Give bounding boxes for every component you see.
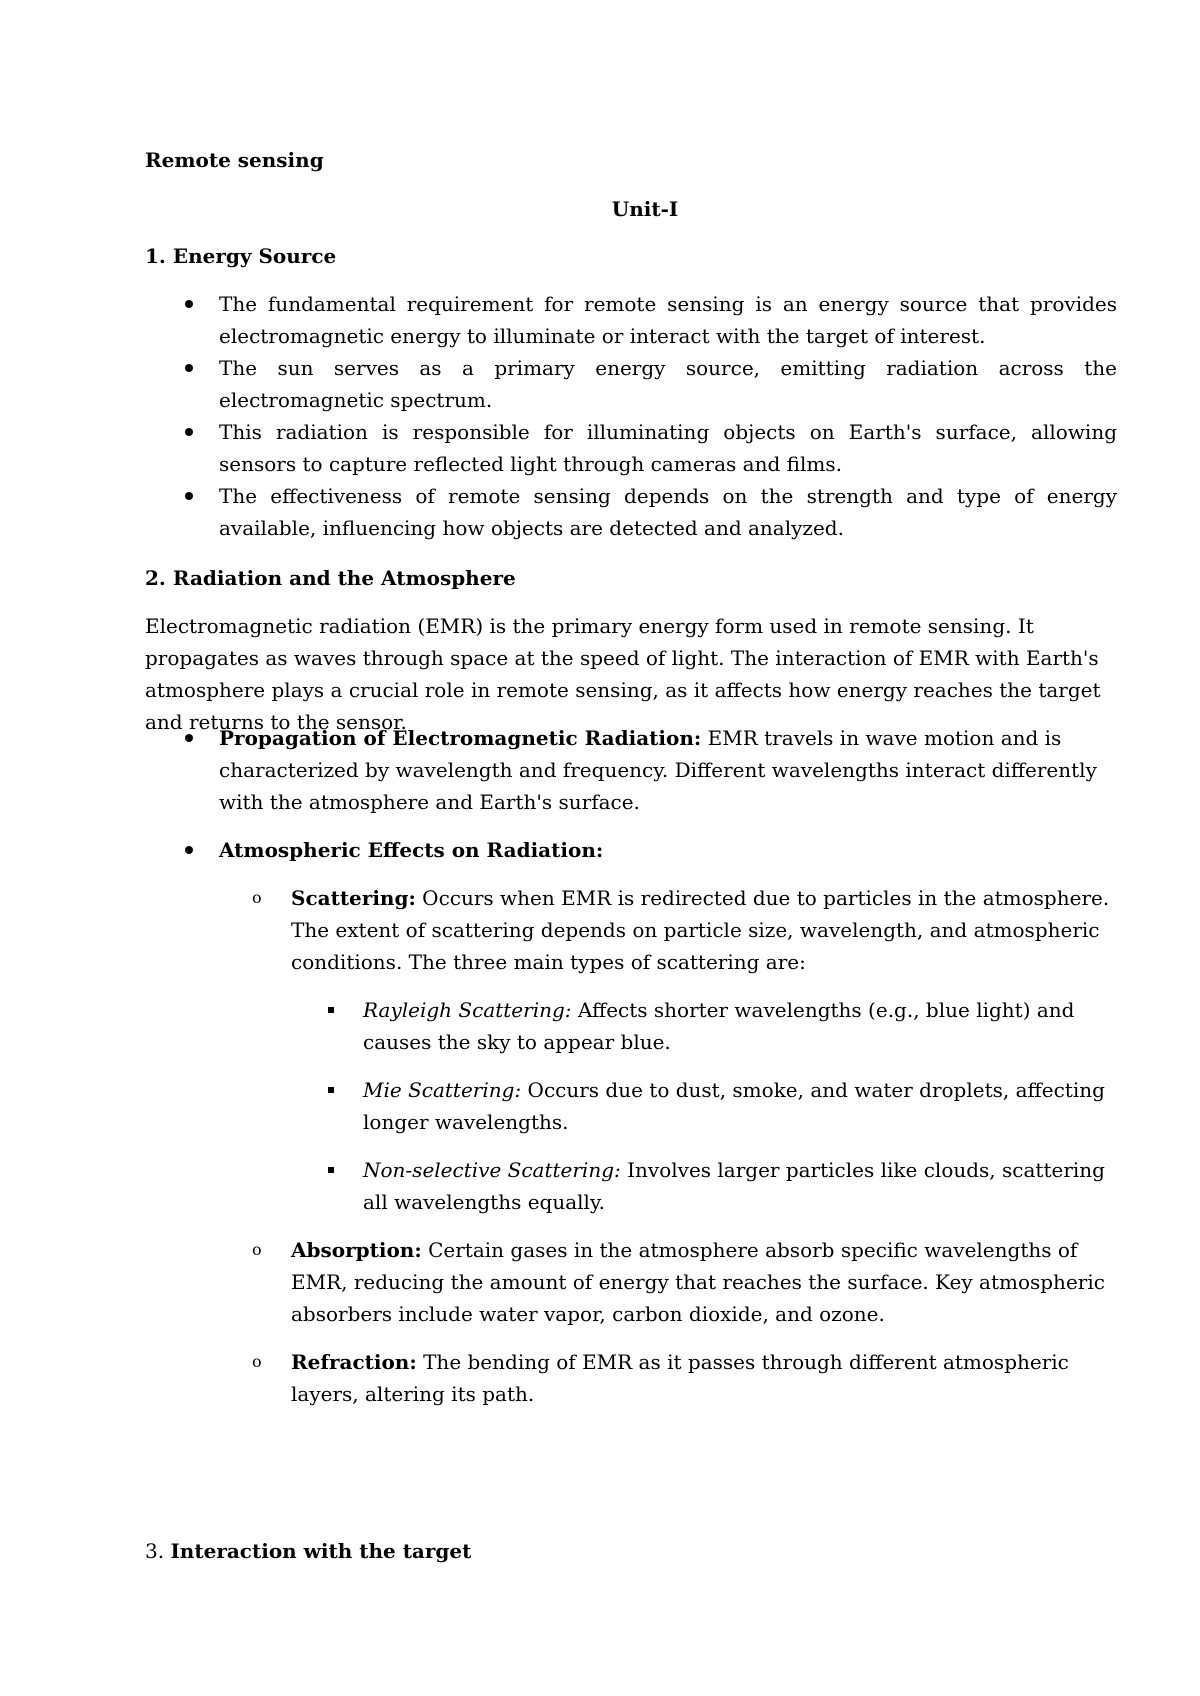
section-2-intro-paragraph: Electromagnetic radiation (EMR) is the primary energy form used in remote sensing. It propagates as waves through space at the speed of light. The interaction of EMR with Earth's atmosphere plays a crucial role in remote sensing, as it affects how energy reaches the target and returns to the sensor. <box>145 614 1101 734</box>
unit-heading: Unit-I <box>611 197 679 221</box>
section-2-heading <box>145 562 516 594</box>
mie-label: Mie Scattering: <box>363 1078 522 1102</box>
bullet-dot-icon <box>185 364 193 372</box>
circle-bullet-icon: o <box>252 1352 262 1371</box>
square-bullet-icon <box>328 1007 334 1013</box>
non-selective-label: Non-selective Scattering: <box>363 1158 621 1182</box>
propagation-bullet <box>145 722 1117 818</box>
section-2-title: Radiation and the Atmosphere <box>172 566 516 590</box>
list-item: This radiation is responsible for illuminating objects on Earth's surface, allowing sensors to capture reflected light through cameras and films. <box>145 416 1117 480</box>
section-1-number: 1. <box>145 244 166 268</box>
square-bullet-icon <box>328 1087 334 1093</box>
atmospheric-effects-bullet <box>145 834 1117 866</box>
scattering-label: Scattering: <box>291 886 416 910</box>
non-selective-text: Involves larger particles like clouds, scattering all wavelengths equally. <box>363 1158 1105 1214</box>
refraction-text: The bending of EMR as it passes through different atmospheric layers, altering its path. <box>291 1350 1069 1406</box>
propagation-label: Propagation of Electromagnetic Radiation: <box>219 726 702 750</box>
section-3-heading <box>145 1535 471 1567</box>
section-2-number: 2. <box>145 566 166 590</box>
document-title: Remote sensing <box>145 148 324 172</box>
bullet-dot-icon <box>185 300 193 308</box>
list-item: The effectiveness of remote sensing depends on the strength and type of energy available, influencing how objects are detected and analyzed. <box>145 480 1117 544</box>
absorption-item <box>145 1234 1117 1330</box>
absorption-text: Certain gases in the atmosphere absorb specific wavelengths of EMR, reducing the amount of energy that reaches the surface. Key atmospheric absorbers include water vapor, carbon dioxide, and ozone. <box>291 1238 1105 1326</box>
rayleigh-label: Rayleigh Scattering: <box>363 998 572 1022</box>
non-selective-item <box>145 1154 1117 1218</box>
section-1-bullet-list <box>145 288 1117 544</box>
bullet-dot-icon <box>185 846 193 854</box>
square-bullet-icon <box>328 1167 334 1173</box>
section-3-title: Interaction with the target <box>170 1539 472 1563</box>
absorption-label: Absorption: <box>291 1238 422 1262</box>
atmospheric-effects-label: Atmospheric Effects on Radiation: <box>219 838 604 862</box>
propagation-text: EMR travels in wave motion and is characterized by wavelength and frequency. Different wavelengths interact differently with the atmosphere and Earth's surface. <box>219 726 1097 814</box>
bullet-dot-icon <box>185 734 193 742</box>
scattering-text: Occurs when EMR is redirected due to particles in the atmosphere. The extent of scattering depends on particle size, wavelength, and atmospheric conditions. The three main types of scattering are: <box>291 886 1110 974</box>
circle-bullet-icon: o <box>252 1240 262 1259</box>
list-item: The fundamental requirement for remote sensing is an energy source that provides electromagnetic energy to illuminate or interact with the target of interest. <box>145 288 1117 352</box>
circle-bullet-icon: o <box>252 888 262 907</box>
section-3-number: 3. <box>145 1539 165 1563</box>
refraction-item <box>145 1346 1117 1410</box>
section-1-title: Energy Source <box>172 244 337 268</box>
bullet-dot-icon <box>185 428 193 436</box>
refraction-label: Refraction: <box>291 1350 417 1374</box>
list-item: The sun serves as a primary energy source, emitting radiation across the electromagnetic spectrum. <box>145 352 1117 416</box>
mie-item <box>145 1074 1117 1138</box>
rayleigh-text: Affects shorter wavelengths (e.g., blue light) and causes the sky to appear blue. <box>363 998 1075 1054</box>
section-1-heading <box>145 240 336 272</box>
scattering-item <box>145 882 1117 978</box>
bullet-dot-icon <box>185 492 193 500</box>
rayleigh-item <box>145 994 1117 1058</box>
mie-text: Occurs due to dust, smoke, and water droplets, affecting longer wavelengths. <box>363 1078 1105 1134</box>
